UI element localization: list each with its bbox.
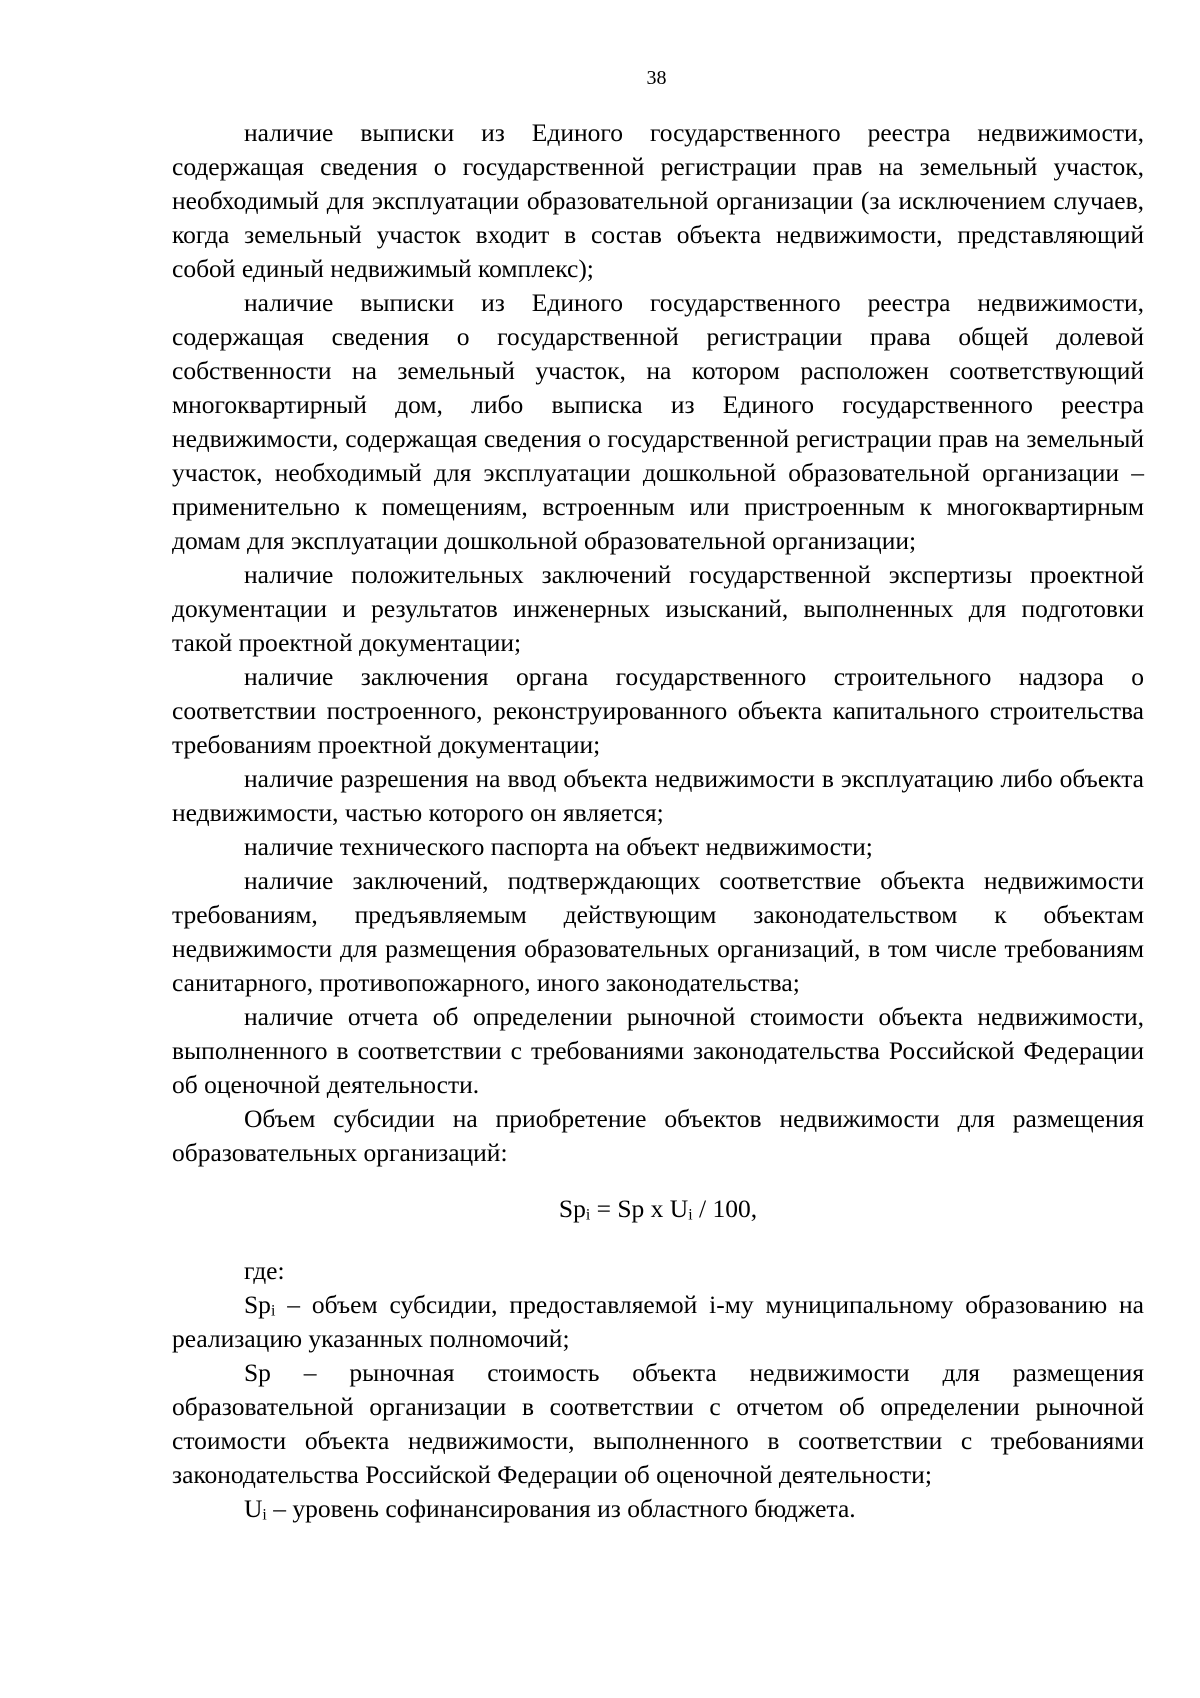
paragraph-construction-supervision: наличие заключения органа государственного строительного надзора о соответствии построенного, реконструированного объекта капитального строительства требованиям проектной документации; <box>172 662 1144 759</box>
definition-sp <box>172 1356 1144 1492</box>
paragraph-subsidy-volume: Объем субсидии на приобретение объектов недвижимости для размещения образовательных организаций: <box>172 1104 1144 1167</box>
formula-lhs-base: Sp <box>558 1194 586 1223</box>
definition-ui-symbol: U <box>244 1494 263 1523</box>
paragraph-commissioning-permit: наличие разрешения на ввод объекта недвижимости в эксплуатацию либо объекта недвижимости, частью которого он является; <box>172 764 1144 827</box>
subsidy-formula <box>172 1192 1144 1226</box>
paragraph-technical-passport: наличие технического паспорта на объект недвижимости; <box>244 832 873 861</box>
where-label: где: <box>244 1256 285 1285</box>
page-number: 38 <box>646 67 667 89</box>
formula-rhs-prefix: = Sp x U <box>590 1194 689 1223</box>
definition-ui-subscript: i <box>262 1506 267 1524</box>
definition-ui <box>172 1492 1144 1526</box>
paragraph-compliance-conclusions: наличие заключений, подтверждающих соответствие объекта недвижимости требованиям, предъявляемым действующим законодательством к объектам недвижимости для размещения образовательных организаций, в том числе требованиям санитарного, противопожарного, иного законодательства; <box>172 866 1144 997</box>
formula-rhs-subscript: i <box>688 1206 693 1224</box>
paragraph-state-expertise: наличие положительных заключений государственной экспертизы проектной документации и результатов инженерных изысканий, выполненных для подготовки такой проектной документации; <box>172 560 1144 657</box>
paragraph-egrn-land-plot: наличие выписки из Единого государственного реестра недвижимости, содержащая сведения о государственной регистрации прав на земельный участок, необходимый для эксплуатации образовательной организации (за исключением случаев, когда земельный участок входит в состав объекта недвижимости, представляющий собой единый недвижимый комплекс); <box>172 118 1144 283</box>
definition-sp-text: – рыночная стоимость объекта недвижимости для размещения образовательной организации в соответствии с отчетом об определении рыночной стоимости объекта недвижимости, выполненного в соответствии с требованиями законодательства Российской Федерации об оценочной деятельности; <box>172 1358 1144 1489</box>
formula-lhs-subscript: i <box>585 1206 591 1224</box>
definition-spi-symbol: Sp <box>244 1290 271 1319</box>
paragraph-valuation-report: наличие отчета об определении рыночной стоимости объекта недвижимости, выполненного в соответствии с требованиями законодательства Российской Федерации об оценочной деятельности. <box>172 1002 1144 1099</box>
definition-ui-text: – уровень софинансирования из областного бюджета. <box>266 1494 856 1523</box>
definition-spi-subscript: i <box>270 1302 276 1320</box>
formula-rhs-suffix: / 100, <box>692 1194 758 1223</box>
definition-spi <box>172 1288 1144 1356</box>
paragraph-egrn-shared-ownership: наличие выписки из Единого государственного реестра недвижимости, содержащая сведения о государственной регистрации права общей долевой собственности на земельный участок, на котором расположен соответствующий многоквартирный дом, либо выписка из Единого государственного реестра недвижимости, содержащая сведения о государственной регистрации прав на земельный участок, необходимый для эксплуатации дошкольной образовательной организации – применительно к помещениям, встроенным или пристроенным к многоквартирным домам для эксплуатации дошкольной образовательной организации; <box>172 288 1144 555</box>
document-body <box>172 116 1144 1526</box>
definition-sp-symbol: Sp <box>244 1358 271 1387</box>
definition-spi-text: – объем субсидии, предоставляемой i-му муниципальному образованию на реализацию указанных полномочий; <box>172 1290 1144 1353</box>
